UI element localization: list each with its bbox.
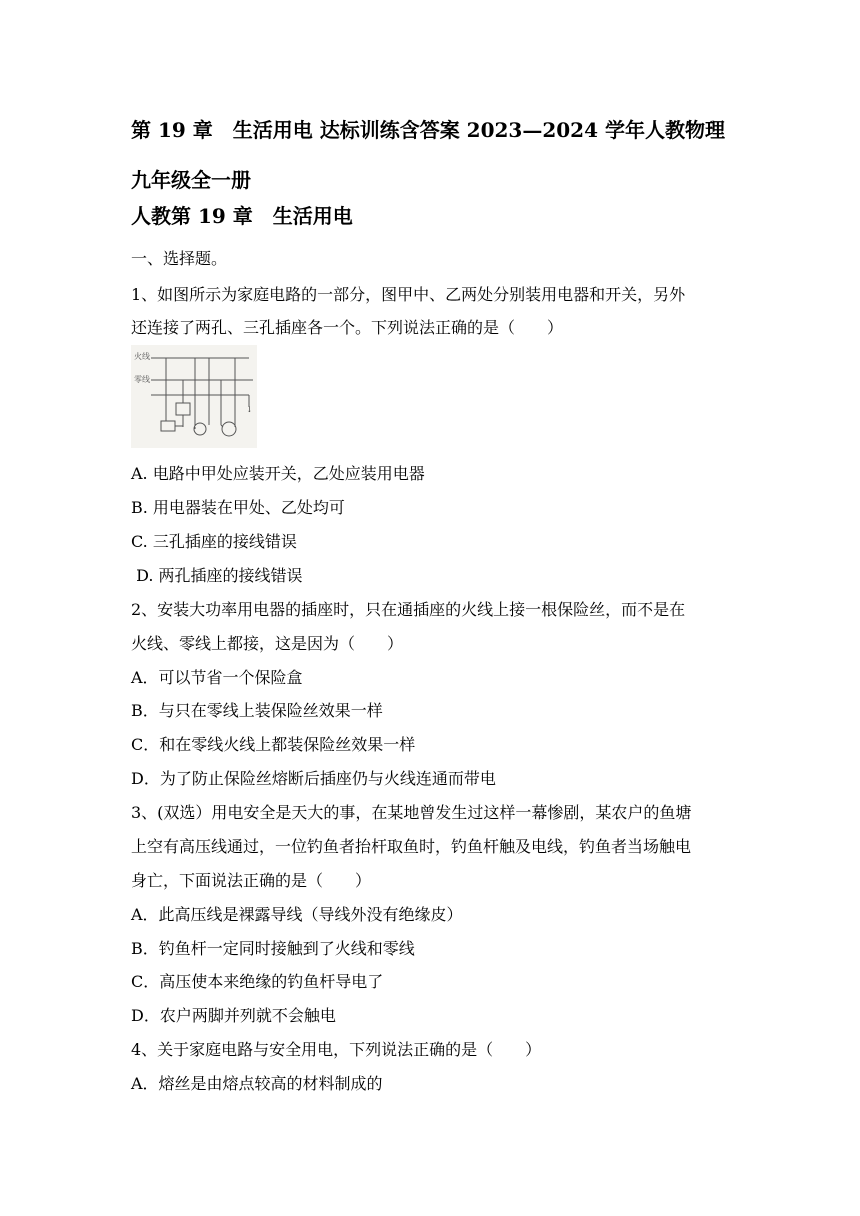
- q3-option-c: C．高压使本来绝缘的钓鱼杆导电了: [131, 972, 384, 991]
- three-hole-socket: [222, 422, 236, 436]
- device-box-a: [176, 403, 190, 415]
- two-hole-socket: [194, 423, 206, 435]
- device-box-b: [161, 421, 175, 431]
- neutral-wire-label: 零线: [134, 375, 150, 384]
- q2-stem-line-2: 火线、零线上都接，这是因为（ ）: [131, 634, 404, 653]
- q3-stem-line-3: 身亡，下面说法正确的是（ ）: [131, 871, 372, 890]
- q3-option-b: B．钓鱼杆一定同时接触到了火线和零线: [131, 939, 415, 958]
- chapter-subtitle: 人教第 19 章 生活用电: [131, 204, 353, 228]
- q2-stem-line-1: 2、安装大功率用电器的插座时，只在通插座的火线上接一根保险丝，而不是在: [131, 600, 686, 619]
- section-heading: 一、选择题。: [131, 249, 228, 268]
- q3-stem-line-1: 3、(双选）用电安全是天大的事，在某地曾发生过这样一幕惨剧，某农户的鱼塘: [131, 803, 692, 822]
- document-title: 第 19 章 生活用电 达标训练含答案 2023—2024 学年人教物理九年级全一册: [131, 118, 725, 192]
- q1-stem-line-1: 1、如图所示为家庭电路的一部分，图甲中、乙两处分别装用电器和开关，另外: [131, 285, 686, 304]
- q3-option-a: A．此高压线是裸露导线（导线外没有绝缘皮）: [131, 905, 463, 924]
- q3-option-d: D．农户两脚并列就不会触电: [131, 1006, 336, 1025]
- live-wire-label: 火线: [134, 352, 150, 361]
- q1-option-a: A. 电路中甲处应装开关，乙处应装用电器: [131, 464, 425, 483]
- q2-option-a: A．可以节省一个保险盒: [131, 668, 303, 687]
- q1-option-b: B. 用电器装在甲处、乙处均可: [131, 498, 345, 517]
- svg-text:↓: ↓: [246, 405, 253, 414]
- q3-stem-line-2: 上空有高压线通过，一位钓鱼者抬杆取鱼时，钓鱼杆触及电线，钓鱼者当场触电: [131, 837, 692, 856]
- q1-option-c: C. 三孔插座的接线错误: [131, 532, 297, 551]
- q2-option-b: B．与只在零线上装保险丝效果一样: [131, 701, 383, 720]
- q4-stem-line-1: 4、关于家庭电路与安全用电，下列说法正确的是（ ）: [131, 1040, 542, 1059]
- q2-option-d: D．为了防止保险丝熔断后插座仍与火线连通而带电: [131, 769, 496, 788]
- q1-option-d: D. 两孔插座的接线错误: [131, 566, 303, 585]
- q1-stem-line-2: 还连接了两孔、三孔插座各一个。下列说法正确的是（ ）: [131, 318, 564, 337]
- q2-option-c: C．和在零线火线上都装保险丝效果一样: [131, 735, 416, 754]
- q4-option-a: A．熔丝是由熔点较高的材料制成的: [131, 1074, 383, 1093]
- circuit-diagram: [131, 345, 257, 448]
